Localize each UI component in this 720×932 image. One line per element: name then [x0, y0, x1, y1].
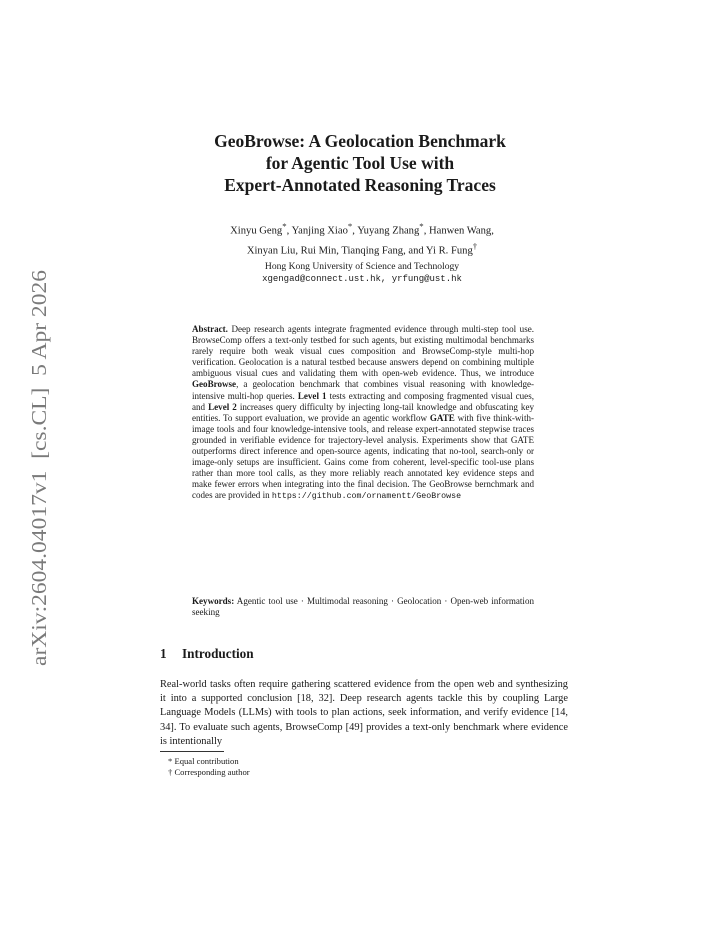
- title-line: GeoBrowse: A Geolocation Benchmark: [214, 131, 506, 151]
- section-title: Introduction: [182, 646, 254, 661]
- author-separator: ,: [352, 225, 358, 237]
- abstract-text: increases query difficulty by injecting long-tail knowledge and obfuscating key entities. To support evaluation, we provide an agentic workflow: [192, 401, 534, 423]
- author-line: [160, 239, 564, 259]
- footnote: [168, 756, 250, 767]
- abstract-text: with five think-with-image tools and four knowledge-intensive tools, and release expert-annotated stepwise traces grounded in verifiable evidence for trajectory-level analysis. Experiments show that GATE outperforms direct inference and open-source agents, indicating that no-tool, search-only or image-only setups are insufficient. Gains come from coherent, level-specific tool-use plans rather than more tool calls, as they more reliably reach annotated key evidence steps and make fewer errors when integrating into the final decision. The GeoBrowse bernchmark and codes are provided in: [192, 412, 534, 501]
- equal-contribution-mark: *: [419, 221, 424, 231]
- keywords-label: Keywords:: [192, 596, 235, 606]
- abstract-label: Abstract.: [192, 324, 228, 334]
- author-names: Xinyan Liu, Rui Min, Tianqing Fang, and Yi R. Fung: [246, 245, 473, 257]
- author-list: [160, 219, 564, 258]
- abstract-text: , a geolocation benchmark that combines visual reasoning with knowledge-intensive multi-hop queries.: [192, 379, 534, 401]
- intro-paragraph: Real-world tasks often require gathering scattered evidence from the open web and synthesizing it into a supported conclusion [18, 32]. Deep research agents tackle this by coupling Large Language Models (LLMs) with tools to plan actions, seek information, and verify evidence [14, 34]. To evaluate such agents, BrowseComp [49] provides a text-only benchmark where evidence is intentionally: [160, 679, 568, 747]
- footnotes: [168, 756, 250, 779]
- abstract: [192, 324, 534, 503]
- author-name: Yuyang Zhang: [357, 225, 420, 237]
- workflow-name: GATE: [429, 412, 455, 423]
- level-1-label: Level 1: [297, 390, 327, 401]
- keywords: [192, 596, 534, 619]
- footnote-text: Equal contribution: [172, 756, 239, 766]
- section-number: 1: [160, 646, 167, 661]
- footnote-mark: †: [168, 767, 173, 778]
- benchmark-name: GeoBrowse: [192, 379, 237, 390]
- section-heading: [160, 646, 254, 662]
- repository-link[interactable]: https://github.com/ornamentt/GeoBrowse: [271, 492, 462, 502]
- arxiv-identifier-stamp: [18, 268, 54, 668]
- author-name: Yanjing Xiao: [291, 225, 348, 237]
- level-2-label: Level 2: [208, 401, 237, 412]
- author-emails: xgengad@connect.ust.hk, yrfung@ust.hk: [262, 274, 462, 284]
- footnote-text: Corresponding author: [172, 767, 250, 778]
- footnote: [168, 767, 250, 778]
- arxiv-identifier-text: arXiv:2604.04017v1 [cs.CL] 5 Apr 2026: [27, 304, 51, 666]
- author-separator: ,: [286, 225, 292, 237]
- author-name: Xinyu Geng: [230, 225, 283, 237]
- corresponding-author-mark: †: [472, 240, 478, 251]
- footnote-divider: [160, 751, 224, 752]
- title-line: Expert-Annotated Reasoning Traces: [224, 175, 496, 195]
- author-separator: ,: [423, 225, 429, 237]
- equal-contribution-mark: *: [347, 221, 353, 231]
- abstract-text: Deep research agents integrate fragmented evidence through multi-step tool use. BrowseComp offers a text-only testbed for such agents, but existing multimodal benchmarks rarely require both weak visual cues composition and BrowseComp-style multi-hop verification. Geolocation is a natural testbed because answers depend on combining multiple ambiguous visual cues and validating them with open-web evidence. Thus, we introduce: [192, 324, 534, 379]
- paper-title: [160, 130, 560, 196]
- title-line: for Agentic Tool Use with: [265, 153, 455, 173]
- footnote-mark: *: [168, 756, 173, 766]
- author-name: Hanwen Wang: [429, 225, 492, 237]
- affiliation: Hong Kong University of Science and Technology: [264, 261, 460, 272]
- author-line: [160, 219, 564, 239]
- author-separator: ,: [491, 225, 494, 237]
- affiliation-block: [160, 260, 564, 286]
- keywords-text: Agentic tool use · Multimodal reasoning · Geolocation · Open-web information seeking: [192, 596, 534, 618]
- equal-contribution-mark: *: [282, 221, 287, 231]
- abstract-text: tests extracting and composing fragmented visual cues, and: [192, 390, 534, 412]
